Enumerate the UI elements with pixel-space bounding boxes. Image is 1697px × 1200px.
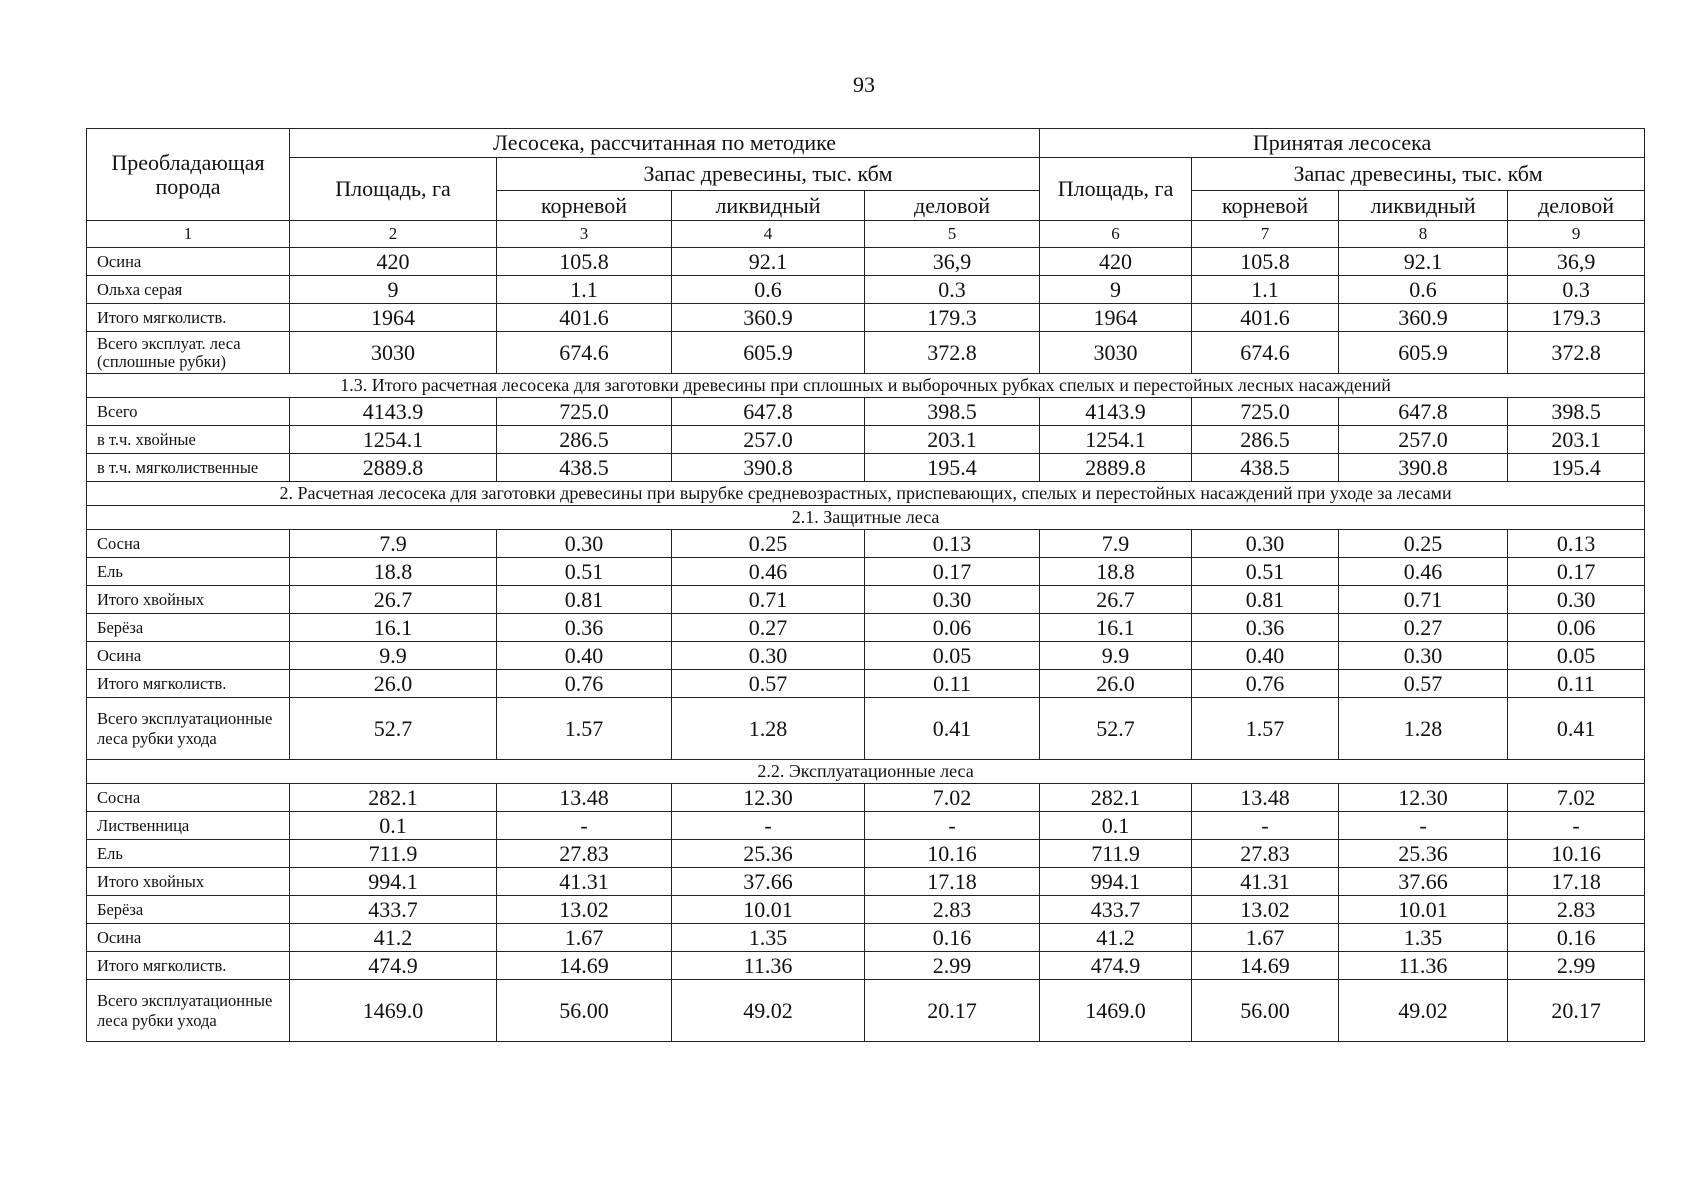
table-cell: 41.2: [290, 924, 497, 952]
table-row: [87, 952, 1645, 980]
table-cell: 1254.1: [1040, 426, 1192, 454]
table-cell: 10.16: [1508, 840, 1645, 868]
table-cell: 286.5: [497, 426, 672, 454]
table-cell: 711.9: [290, 840, 497, 868]
table-cell: 7.9: [290, 530, 497, 558]
logging-area-table: [86, 128, 1645, 1042]
table-cell: 2.99: [865, 952, 1040, 980]
table-cell: 372.8: [865, 332, 1040, 374]
table-cell: 257.0: [1339, 426, 1508, 454]
species-name: Всего эксплуатационные леса рубки ухода: [87, 980, 290, 1042]
table-row: [87, 868, 1645, 896]
table-cell: 9: [290, 276, 497, 304]
table-cell: 711.9: [1040, 840, 1192, 868]
section-row: [87, 760, 1645, 784]
area-header: Площадь, га: [290, 158, 497, 221]
table-cell: 0.25: [672, 530, 865, 558]
table-cell: 2889.8: [290, 454, 497, 482]
table-cell: 12.30: [672, 784, 865, 812]
species-name: Всего эксплуат. леса (сплошные рубки): [87, 332, 290, 374]
table-cell: -: [497, 812, 672, 840]
table-cell: 14.69: [497, 952, 672, 980]
table-cell: 195.4: [865, 454, 1040, 482]
table-cell: 994.1: [1040, 868, 1192, 896]
column-number: 3: [497, 221, 672, 248]
table-cell: 0.30: [1508, 586, 1645, 614]
table-cell: 1.35: [672, 924, 865, 952]
section-row: [87, 506, 1645, 530]
table-cell: 18.8: [290, 558, 497, 586]
table-cell: 0.81: [497, 586, 672, 614]
column-number: 2: [290, 221, 497, 248]
table-cell: 674.6: [1192, 332, 1339, 374]
subsection-title: 2.2. Эксплуатационные леса: [87, 760, 1645, 784]
table-row: [87, 586, 1645, 614]
table-cell: 0.05: [865, 642, 1040, 670]
table-cell: 401.6: [1192, 304, 1339, 332]
table-cell: 0.76: [1192, 670, 1339, 698]
table-cell: 179.3: [1508, 304, 1645, 332]
section-row: [87, 374, 1645, 398]
subsection-title: 2.1. Защитные леса: [87, 506, 1645, 530]
table-cell: 0.05: [1508, 642, 1645, 670]
table-cell: 7.02: [1508, 784, 1645, 812]
table-cell: 0.1: [290, 812, 497, 840]
table-cell: 1964: [290, 304, 497, 332]
table-cell: 52.7: [290, 698, 497, 760]
table-cell: 0.46: [672, 558, 865, 586]
table-cell: 37.66: [1339, 868, 1508, 896]
table-cell: 1.28: [1339, 698, 1508, 760]
table-cell: 17.18: [865, 868, 1040, 896]
table-cell: 0.27: [1339, 614, 1508, 642]
species-name: Ель: [87, 558, 290, 586]
table-cell: 0.30: [672, 642, 865, 670]
table-cell: 195.4: [1508, 454, 1645, 482]
column-number: 8: [1339, 221, 1508, 248]
species-name: Всего эксплуатационные леса рубки ухода: [87, 698, 290, 760]
business-header: деловой: [1508, 191, 1645, 221]
table-cell: 0.06: [1508, 614, 1645, 642]
table-cell: 105.8: [1192, 248, 1339, 276]
table-cell: 725.0: [497, 398, 672, 426]
table-cell: 10.16: [865, 840, 1040, 868]
table-row: [87, 642, 1645, 670]
table-cell: 14.69: [1192, 952, 1339, 980]
table-cell: 0.51: [497, 558, 672, 586]
table-cell: 390.8: [672, 454, 865, 482]
table-cell: 360.9: [1339, 304, 1508, 332]
table-row: [87, 924, 1645, 952]
table-cell: 3030: [290, 332, 497, 374]
species-name: Итого хвойных: [87, 586, 290, 614]
table-cell: 56.00: [1192, 980, 1339, 1042]
species-name: Сосна: [87, 530, 290, 558]
table-cell: 0.13: [865, 530, 1040, 558]
table-cell: 92.1: [672, 248, 865, 276]
table-cell: 994.1: [290, 868, 497, 896]
species-name: Берёза: [87, 896, 290, 924]
table-cell: 36,9: [865, 248, 1040, 276]
table-row: [87, 304, 1645, 332]
table-cell: 52.7: [1040, 698, 1192, 760]
table-cell: 1469.0: [290, 980, 497, 1042]
table-cell: 2889.8: [1040, 454, 1192, 482]
table-row: [87, 896, 1645, 924]
table-cell: 0.06: [865, 614, 1040, 642]
table-cell: 401.6: [497, 304, 672, 332]
table-cell: 0.13: [1508, 530, 1645, 558]
business-header: деловой: [865, 191, 1040, 221]
table-cell: 1.67: [497, 924, 672, 952]
table-cell: 37.66: [672, 868, 865, 896]
table-cell: 0.81: [1192, 586, 1339, 614]
table-cell: 10.01: [1339, 896, 1508, 924]
column-number: 7: [1192, 221, 1339, 248]
table-cell: 420: [1040, 248, 1192, 276]
species-name: Ольха серая: [87, 276, 290, 304]
table-row: [87, 426, 1645, 454]
table-cell: 0.36: [1192, 614, 1339, 642]
table-row: [87, 698, 1645, 760]
table-cell: 4143.9: [1040, 398, 1192, 426]
table-cell: 41.31: [1192, 868, 1339, 896]
table-cell: 0.57: [1339, 670, 1508, 698]
table-cell: 0.16: [865, 924, 1040, 952]
species-name: Лиственница: [87, 812, 290, 840]
table-cell: 41.2: [1040, 924, 1192, 952]
table-cell: 605.9: [672, 332, 865, 374]
species-name: Осина: [87, 642, 290, 670]
table-cell: 390.8: [1339, 454, 1508, 482]
table-row: [87, 530, 1645, 558]
liquid-header: ликвидный: [672, 191, 865, 221]
table-cell: 0.25: [1339, 530, 1508, 558]
table-cell: 0.57: [672, 670, 865, 698]
table-cell: 4143.9: [290, 398, 497, 426]
root-header: корневой: [1192, 191, 1339, 221]
species-name: Итого хвойных: [87, 868, 290, 896]
table-cell: 0.1: [1040, 812, 1192, 840]
column-numbers-row: [87, 221, 1645, 248]
table-cell: 9: [1040, 276, 1192, 304]
table-cell: 11.36: [672, 952, 865, 980]
table-cell: 203.1: [1508, 426, 1645, 454]
species-name: Итого мягколиств.: [87, 670, 290, 698]
table-cell: 1.28: [672, 698, 865, 760]
table-cell: 433.7: [290, 896, 497, 924]
table-cell: 179.3: [865, 304, 1040, 332]
stock-header: Запас древесины, тыс. кбм: [497, 158, 1040, 191]
table-cell: 398.5: [1508, 398, 1645, 426]
species-name: Берёза: [87, 614, 290, 642]
table-cell: 647.8: [1339, 398, 1508, 426]
table-cell: 1254.1: [290, 426, 497, 454]
area-header: Площадь, га: [1040, 158, 1192, 221]
table-cell: 41.31: [497, 868, 672, 896]
species-name: Итого мягколиств.: [87, 952, 290, 980]
table-cell: 10.01: [672, 896, 865, 924]
table-cell: 0.17: [1508, 558, 1645, 586]
table-cell: 0.27: [672, 614, 865, 642]
table-cell: 433.7: [1040, 896, 1192, 924]
species-name: Осина: [87, 248, 290, 276]
table-cell: 20.17: [1508, 980, 1645, 1042]
table-cell: 16.1: [290, 614, 497, 642]
species-name: Сосна: [87, 784, 290, 812]
table-row: [87, 398, 1645, 426]
column-number: 4: [672, 221, 865, 248]
table-cell: 27.83: [1192, 840, 1339, 868]
table-cell: 16.1: [1040, 614, 1192, 642]
table-cell: 7.02: [865, 784, 1040, 812]
table-cell: 372.8: [1508, 332, 1645, 374]
species-name: в т.ч. мягколиственные: [87, 454, 290, 482]
table-cell: 1469.0: [1040, 980, 1192, 1042]
table-cell: 203.1: [865, 426, 1040, 454]
table-cell: 257.0: [672, 426, 865, 454]
table-cell: 1964: [1040, 304, 1192, 332]
table-cell: 0.16: [1508, 924, 1645, 952]
table-cell: 2.99: [1508, 952, 1645, 980]
table-cell: 26.0: [1040, 670, 1192, 698]
table-cell: 282.1: [1040, 784, 1192, 812]
column-number: 1: [87, 221, 290, 248]
table-cell: 0.71: [672, 586, 865, 614]
table-row: [87, 980, 1645, 1042]
column-number: 5: [865, 221, 1040, 248]
species-name: Осина: [87, 924, 290, 952]
species-name: Итого мягколиств.: [87, 304, 290, 332]
table-cell: 1.35: [1339, 924, 1508, 952]
table-cell: 18.8: [1040, 558, 1192, 586]
table-cell: 0.71: [1339, 586, 1508, 614]
table-row: [87, 614, 1645, 642]
table-cell: 474.9: [1040, 952, 1192, 980]
species-name: Всего: [87, 398, 290, 426]
section-row: [87, 482, 1645, 506]
table-cell: 25.36: [1339, 840, 1508, 868]
accepted-area-header: Принятая лесосека: [1040, 129, 1645, 158]
table-cell: 2.83: [865, 896, 1040, 924]
table-cell: 1.67: [1192, 924, 1339, 952]
table-cell: 647.8: [672, 398, 865, 426]
table-cell: 105.8: [497, 248, 672, 276]
table-cell: 49.02: [1339, 980, 1508, 1042]
table-row: [87, 332, 1645, 374]
table-cell: 1.1: [1192, 276, 1339, 304]
table-row: [87, 558, 1645, 586]
table-cell: 0.11: [865, 670, 1040, 698]
table-cell: -: [865, 812, 1040, 840]
table-cell: 9.9: [290, 642, 497, 670]
table-cell: 0.3: [865, 276, 1040, 304]
table-cell: -: [672, 812, 865, 840]
page-number: 93: [853, 72, 875, 97]
table-cell: 9.9: [1040, 642, 1192, 670]
column-number: 6: [1040, 221, 1192, 248]
table-cell: 92.1: [1339, 248, 1508, 276]
table-row: [87, 276, 1645, 304]
table-row: [87, 812, 1645, 840]
table-cell: 474.9: [290, 952, 497, 980]
table-cell: 0.17: [865, 558, 1040, 586]
table-cell: 438.5: [497, 454, 672, 482]
table-cell: -: [1192, 812, 1339, 840]
table-cell: 27.83: [497, 840, 672, 868]
table-cell: 674.6: [497, 332, 672, 374]
table-cell: 20.17: [865, 980, 1040, 1042]
table-cell: 1.57: [497, 698, 672, 760]
table-cell: 0.11: [1508, 670, 1645, 698]
table-cell: 420: [290, 248, 497, 276]
table-cell: 282.1: [290, 784, 497, 812]
table-cell: 438.5: [1192, 454, 1339, 482]
table-cell: 0.76: [497, 670, 672, 698]
table-cell: 36,9: [1508, 248, 1645, 276]
species-name: Ель: [87, 840, 290, 868]
table-row: [87, 840, 1645, 868]
table-cell: 360.9: [672, 304, 865, 332]
table-row: [87, 670, 1645, 698]
table-row: [87, 454, 1645, 482]
table-cell: 0.30: [1339, 642, 1508, 670]
table-cell: 0.40: [1192, 642, 1339, 670]
table-cell: 0.6: [672, 276, 865, 304]
column-number: 9: [1508, 221, 1645, 248]
table-cell: 0.30: [497, 530, 672, 558]
table-cell: 0.41: [1508, 698, 1645, 760]
table-cell: 56.00: [497, 980, 672, 1042]
table-cell: 0.3: [1508, 276, 1645, 304]
table-cell: 25.36: [672, 840, 865, 868]
table-cell: 286.5: [1192, 426, 1339, 454]
table-cell: 605.9: [1339, 332, 1508, 374]
table-cell: 0.51: [1192, 558, 1339, 586]
table-cell: 1.1: [497, 276, 672, 304]
table-row: [87, 784, 1645, 812]
table-cell: 13.02: [1192, 896, 1339, 924]
table-cell: -: [1339, 812, 1508, 840]
table-cell: 12.30: [1339, 784, 1508, 812]
table-cell: 26.7: [290, 586, 497, 614]
table-cell: 725.0: [1192, 398, 1339, 426]
table-cell: 26.7: [1040, 586, 1192, 614]
species-header: Преобладающая порода: [87, 129, 290, 221]
calculated-area-header: Лесосека, рассчитанная по методике: [290, 129, 1040, 158]
table-cell: -: [1508, 812, 1645, 840]
table-cell: 3030: [1040, 332, 1192, 374]
section-title: 2. Расчетная лесосека для заготовки древесины при вырубке средневозрастных, приспевающих, спелых и перестойных насаждений при уходе за лесами: [87, 482, 1645, 506]
table-cell: 26.0: [290, 670, 497, 698]
table-cell: 0.46: [1339, 558, 1508, 586]
species-name: в т.ч. хвойные: [87, 426, 290, 454]
table-cell: 0.30: [865, 586, 1040, 614]
table-cell: 7.9: [1040, 530, 1192, 558]
table-row: [87, 248, 1645, 276]
liquid-header: ликвидный: [1339, 191, 1508, 221]
table-cell: 398.5: [865, 398, 1040, 426]
table-cell: 11.36: [1339, 952, 1508, 980]
table-cell: 49.02: [672, 980, 865, 1042]
root-header: корневой: [497, 191, 672, 221]
table-cell: 13.48: [1192, 784, 1339, 812]
table-cell: 1.57: [1192, 698, 1339, 760]
table-cell: 0.36: [497, 614, 672, 642]
table-cell: 0.6: [1339, 276, 1508, 304]
table-cell: 13.02: [497, 896, 672, 924]
table-cell: 13.48: [497, 784, 672, 812]
table-body: [87, 221, 1645, 1042]
table-cell: 0.40: [497, 642, 672, 670]
stock-header: Запас древесины, тыс. кбм: [1192, 158, 1645, 191]
table-cell: 2.83: [1508, 896, 1645, 924]
section-title: 1.3. Итого расчетная лесосека для заготовки древесины при сплошных и выборочных рубках спелых и перестойных лесных насаждений: [87, 374, 1645, 398]
table-cell: 0.30: [1192, 530, 1339, 558]
table-cell: 0.41: [865, 698, 1040, 760]
table-cell: 17.18: [1508, 868, 1645, 896]
